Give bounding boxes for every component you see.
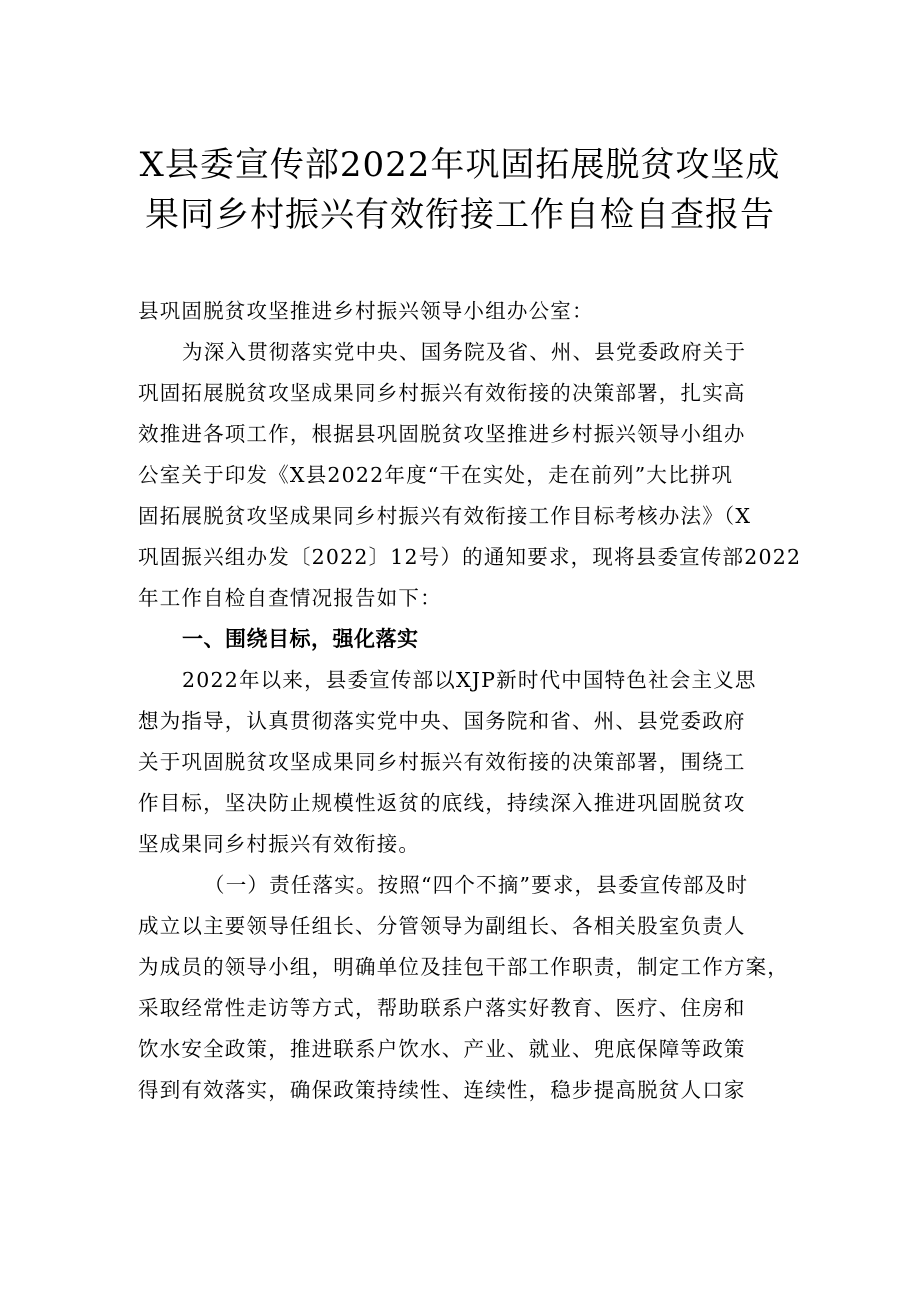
paragraph-line: 巩固振兴组办发〔2022〕12号）的通知要求，现将县委宣传部2022 bbox=[138, 545, 802, 569]
document-title bbox=[100, 140, 820, 240]
paragraph-line: 固拓展脱贫攻坚成果同乡村振兴有效衔接工作目标考核办法》（X bbox=[138, 504, 752, 528]
paragraph-line: 年工作自检自查情况报告如下： bbox=[138, 586, 442, 610]
title-line-1: X县委宣传部2022年巩固拓展脱贫攻坚成 bbox=[139, 145, 781, 185]
paragraph-line: （一）责任落实。按照“四个不摘”要求，县委宣传部及时 bbox=[204, 873, 749, 897]
paragraph-line: 关于巩固脱贫攻坚成果同乡村振兴有效衔接的决策部署，围绕工 bbox=[138, 750, 746, 774]
paragraph-line: 想为指导，认真贯彻落实党中央、国务院和省、州、县党委政府 bbox=[138, 709, 746, 733]
paragraph-line: 为成员的领导小组，明确单位及挂包干部工作职责，制定工作方案， bbox=[138, 955, 789, 979]
paragraph-line: 巩固拓展脱贫攻坚成果同乡村振兴有效衔接的决策部署，扎实高 bbox=[138, 381, 746, 405]
salutation bbox=[138, 291, 798, 332]
subsection-1 bbox=[138, 865, 798, 1111]
paragraph-line: 得到有效落实，确保政策持续性、连续性，稳步提高脱贫人口家 bbox=[138, 1078, 746, 1102]
salutation-line: 县巩固脱贫攻坚推进乡村振兴领导小组办公室： bbox=[138, 299, 594, 323]
title-line-2: 果同乡村振兴有效衔接工作自检自查报告 bbox=[145, 195, 775, 235]
section-1 bbox=[138, 619, 798, 865]
paragraph-line: 效推进各项工作，根据县巩固脱贫攻坚推进乡村振兴领导小组办 bbox=[138, 422, 746, 446]
document-body bbox=[138, 291, 802, 1111]
section-heading: 一、围绕目标，强化落实 bbox=[182, 627, 419, 651]
paragraph-line: 作目标，坚决防止规模性返贫的底线，持续深入推进巩固脱贫攻 bbox=[138, 791, 746, 815]
paragraph-line: 采取经常性走访等方式，帮助联系户落实好教育、医疗、住房和 bbox=[138, 996, 746, 1020]
paragraph-line: 公室关于印发《X县2022年度“干在实处，走在前列”大比拼巩 bbox=[138, 463, 734, 487]
paragraph-line: 2022年以来，县委宣传部以XJP新时代中国特色社会主义思 bbox=[182, 668, 757, 692]
paragraph-line: 为深入贯彻落实党中央、国务院及省、州、县党委政府关于 bbox=[182, 340, 747, 364]
paragraph-line: 饮水安全政策，推进联系户饮水、产业、就业、兜底保障等政策 bbox=[138, 1037, 746, 1061]
paragraph-line: 成立以主要领导任组长、分管领导为副组长、各相关股室负责人 bbox=[138, 914, 746, 938]
intro-paragraph bbox=[138, 332, 802, 619]
paragraph-line: 坚成果同乡村振兴有效衔接。 bbox=[138, 832, 421, 856]
